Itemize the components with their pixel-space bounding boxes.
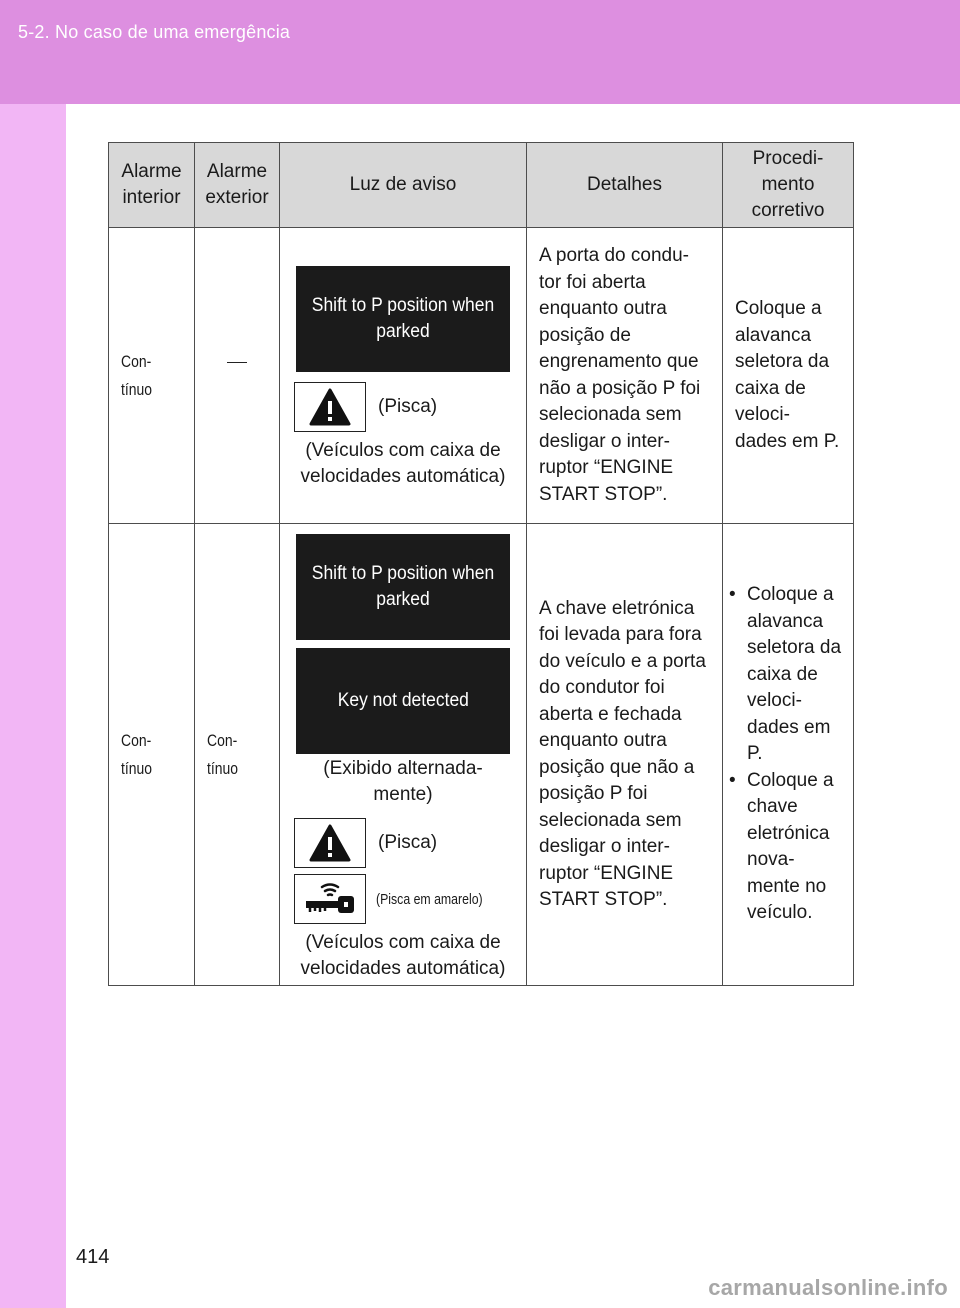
procedure-cell [723,524,854,986]
procedure-step: • Coloque a chave eletrónica nova- mente no veículo. [727,768,847,927]
vehicle-note: (Veículos com caixa de velocidades automática) [300,440,506,487]
interior-alarm-cell [109,228,195,524]
procedure-step: • Coloque a alavanca seletora da caixa de veloci- dades em P. [727,582,847,768]
icon-row [294,818,526,868]
warning-triangle-icon [294,382,366,432]
exterior-alarm-cell [195,228,280,524]
interior-alarm-value: Con- tínuo [121,351,153,399]
details-cell: A porta do condu- tor foi aberta enquanto outra posição de engrenamento que não a posição P foi selecionada sem desligar o inter- ruptor “ENGINE START STOP”. [527,228,723,524]
icon-caption: (Pisca) [378,832,438,853]
dash-mark [227,362,247,363]
side-margin-band [0,104,66,1308]
warning-triangle-icon [294,818,366,868]
icon-row [294,382,526,432]
display-message: Shift to P position when parked [296,266,510,372]
exterior-alarm-cell [195,524,280,986]
warning-light-cell [280,524,527,986]
smart-key-icon [294,874,366,924]
display-message: Shift to P position when parked [296,534,510,640]
table-row [109,524,854,986]
section-title: 5-2. No caso de uma emergência [18,22,291,42]
interior-alarm-cell [109,524,195,986]
interior-alarm-value: Con- tínuo [121,730,153,778]
watermark: carmanualsonline.info [708,1275,948,1300]
vehicle-note: (Veículos com caixa de velocidades automática) [300,932,506,979]
icon-row [294,874,526,924]
details-cell: A chave eletrónica foi levada para fora do veículo e a porta do condutor foi aberta e fechada enquanto outra posição que não a posição P foi selecionada sem desligar o inter- ruptor “ENGINE START STOP”. [527,524,723,986]
table-header-row [109,143,854,228]
section-header-band [0,0,960,104]
table-row [109,228,854,524]
alternating-note: (Exibido alternada- mente) [323,758,483,805]
warning-table [108,142,854,986]
procedure-cell: Coloque a alavanca seletora da caixa de veloci- dades em P. [723,228,854,524]
procedure-list [727,582,847,927]
warning-light-cell [280,228,527,524]
exterior-alarm-value: Con- tínuo [207,730,239,778]
display-message: Key not detected [296,648,510,754]
icon-caption: (Pisca) [378,396,438,417]
header-procedure: Procedi- mento corretivo [723,143,854,228]
header-details: Detalhes [527,143,723,228]
header-interior-alarm: Alarme interior [109,143,195,228]
icon-caption: (Pisca em amarelo) [376,890,483,908]
page-number: 414 [76,1246,110,1268]
header-exterior-alarm: Alarme exterior [195,143,280,228]
header-warning-light: Luz de aviso [280,143,527,228]
